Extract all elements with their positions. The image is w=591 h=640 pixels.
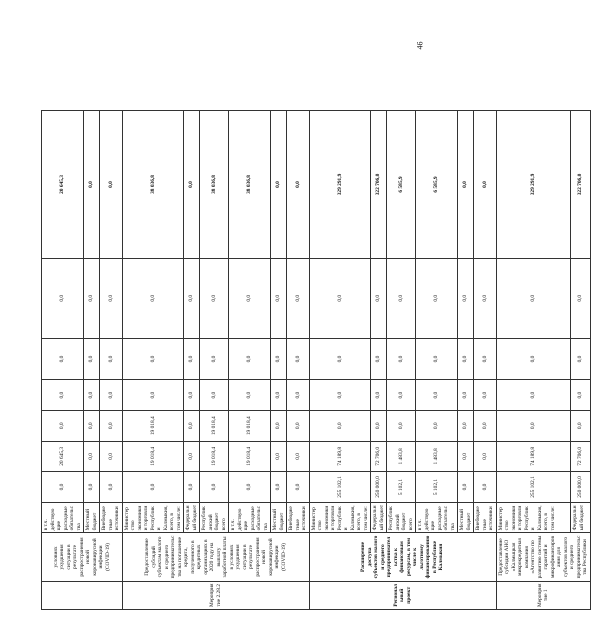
total-cell: 6 585,9 xyxy=(416,111,458,259)
value-cell: 0,0 xyxy=(122,380,184,411)
value-cell: 0,0 xyxy=(184,472,200,503)
table-row xyxy=(184,41,200,610)
value-cell: 0,0 xyxy=(287,338,310,380)
funding-source-cell: Министерство экономики и торговли Республики Калмыкия, всего, в том числе: xyxy=(122,502,184,533)
value-cell: 0,0 xyxy=(122,258,184,338)
measure-label-cell: Мероприятие 2.28.2 xyxy=(122,581,309,609)
value-cell: 0,0 xyxy=(271,258,287,338)
value-cell: 0,0 xyxy=(100,338,123,380)
value-cell: 0,0 xyxy=(496,338,571,380)
value-cell: 0,0 xyxy=(287,258,310,338)
value-cell: 0,0 xyxy=(474,338,497,380)
total-cell: 0,0 xyxy=(458,111,474,259)
value-cell: 0,0 xyxy=(100,258,123,338)
table-row xyxy=(287,41,310,610)
value-cell: 0,0 xyxy=(84,338,100,380)
value-cell: 0,0 xyxy=(496,380,571,411)
value-cell: 0,0 xyxy=(309,380,371,411)
value-cell: 72 706,0 xyxy=(371,441,387,472)
table-row xyxy=(496,41,571,610)
value-cell: 0,0 xyxy=(42,380,84,411)
funding-source-cell: Федеральный бюджет xyxy=(184,502,200,533)
value-cell: 0,0 xyxy=(287,410,310,441)
value-cell: 0,0 xyxy=(271,380,287,411)
value-cell: 0,0 xyxy=(416,410,458,441)
funding-source-cell: Федеральный бюджет xyxy=(571,502,590,533)
funding-source-cell: в т.ч. действующие расходные обязательства xyxy=(42,502,84,533)
value-cell: 250 000,0 xyxy=(371,472,387,503)
value-cell: 0,0 xyxy=(184,410,200,441)
table-row xyxy=(229,41,271,610)
funding-source-cell: Министерство экономики и торговли Республики Калмыкия, всего, в том числе: xyxy=(309,502,371,533)
funding-source-cell: Республиканский бюджет всего xyxy=(200,502,229,533)
value-cell: 0,0 xyxy=(416,380,458,411)
value-cell: 0,0 xyxy=(371,338,387,380)
value-cell: 19 018,4 xyxy=(229,441,271,472)
value-cell: 0,0 xyxy=(42,472,84,503)
value-cell: 0,0 xyxy=(309,338,371,380)
value-cell: 0,0 xyxy=(571,258,590,338)
funding-source-cell: Федеральный бюджет xyxy=(371,502,387,533)
value-cell: 0,0 xyxy=(387,410,416,441)
value-cell: 0,0 xyxy=(184,441,200,472)
value-cell: 0,0 xyxy=(100,441,123,472)
total-cell: 6 585,9 xyxy=(387,111,416,259)
value-cell: 0,0 xyxy=(229,380,271,411)
value-cell: 20 645,3 xyxy=(42,441,84,472)
page-number: 46 xyxy=(415,41,425,50)
value-cell: 0,0 xyxy=(458,410,474,441)
table-row xyxy=(100,41,123,610)
value-cell: 19 018,4 xyxy=(122,441,184,472)
value-cell: 19 018,4 xyxy=(122,410,184,441)
table-row xyxy=(371,41,387,610)
measure-label-cell: Мероприятие 1 xyxy=(496,581,590,609)
value-cell: 0,0 xyxy=(416,258,458,338)
funding-source-cell: Республиканский бюджет всего xyxy=(387,502,416,533)
value-cell: 0,0 xyxy=(458,258,474,338)
funding-source-cell: Местный бюджет xyxy=(271,502,287,533)
table-row xyxy=(571,41,590,610)
value-cell: 0,0 xyxy=(309,410,371,441)
measure-description-cell: Предоставление субсидии АНО «Калмыцкая микрокредитная компания «Агентство по развитию системы гарантий и микрофинансирования для субъектов малого и среднего предпринимательства Республики xyxy=(496,533,590,581)
funding-source-cell: Внебюджетные источники xyxy=(287,502,310,533)
measure-description-cell: Предоставление субсидий субъектам малого и среднего предпринимательства на погашение кредита, полученного в кредитных организациях в 2020 году на выплату заработной платы в условиях ухудшения ситуации в результате распространения новой коронавирусной инфекции (COVID-19) xyxy=(122,533,309,581)
total-cell: 38 036,8 xyxy=(122,111,184,259)
value-cell: 5 102,1 xyxy=(387,472,416,503)
value-cell: 0,0 xyxy=(184,338,200,380)
table-row xyxy=(84,41,100,610)
value-cell: 0,0 xyxy=(458,380,474,411)
value-cell: 0,0 xyxy=(229,258,271,338)
value-cell: 19 018,4 xyxy=(200,441,229,472)
value-cell: 0,0 xyxy=(371,258,387,338)
value-cell: 0,0 xyxy=(571,410,590,441)
table-row xyxy=(309,41,371,610)
measure-label-cell xyxy=(42,581,123,609)
value-cell: 1 483,8 xyxy=(416,441,458,472)
total-cell: 322 706,0 xyxy=(571,111,590,259)
value-cell: 0,0 xyxy=(271,472,287,503)
value-cell: 0,0 xyxy=(474,380,497,411)
value-cell: 0,0 xyxy=(84,410,100,441)
table-row xyxy=(474,41,497,610)
total-cell: 0,0 xyxy=(100,111,123,259)
value-cell: 0,0 xyxy=(200,380,229,411)
value-cell: 0,0 xyxy=(271,441,287,472)
value-cell: 0,0 xyxy=(84,258,100,338)
total-cell: 0,0 xyxy=(271,111,287,259)
value-cell: 0,0 xyxy=(287,380,310,411)
value-cell: 0,0 xyxy=(458,472,474,503)
value-cell: 74 189,8 xyxy=(496,441,571,472)
value-cell: 0,0 xyxy=(184,380,200,411)
value-cell: 0,0 xyxy=(229,472,271,503)
value-cell: 0,0 xyxy=(100,410,123,441)
total-cell: 322 706,0 xyxy=(371,111,387,259)
value-cell: 0,0 xyxy=(416,338,458,380)
funding-source-cell: в т.ч. действующие расходные обязательства xyxy=(229,502,271,533)
value-cell: 0,0 xyxy=(287,441,310,472)
value-cell: 0,0 xyxy=(571,338,590,380)
table-row xyxy=(416,41,458,610)
value-cell: 0,0 xyxy=(474,258,497,338)
value-cell: 0,0 xyxy=(474,441,497,472)
value-cell: 0,0 xyxy=(200,258,229,338)
value-cell: 0,0 xyxy=(387,380,416,411)
value-cell: 5 102,1 xyxy=(416,472,458,503)
table-row xyxy=(387,41,416,610)
value-cell: 0,0 xyxy=(200,472,229,503)
value-cell: 0,0 xyxy=(42,338,84,380)
value-cell: 72 706,0 xyxy=(571,441,590,472)
funding-source-cell: Внебюджетные источники xyxy=(474,502,497,533)
value-cell: 0,0 xyxy=(100,380,123,411)
value-cell: 19 018,4 xyxy=(229,410,271,441)
value-cell: 0,0 xyxy=(84,441,100,472)
value-cell: 0,0 xyxy=(387,338,416,380)
total-cell: 38 036,8 xyxy=(200,111,229,259)
value-cell: 0,0 xyxy=(387,258,416,338)
value-cell: 0,0 xyxy=(287,472,310,503)
value-cell: 0,0 xyxy=(496,258,571,338)
value-cell: 0,0 xyxy=(200,338,229,380)
value-cell: 0,0 xyxy=(474,410,497,441)
value-cell: 0,0 xyxy=(100,472,123,503)
total-cell: 0,0 xyxy=(84,111,100,259)
total-cell: 0,0 xyxy=(287,111,310,259)
value-cell: 0,0 xyxy=(122,338,184,380)
value-cell: 0,0 xyxy=(458,338,474,380)
value-cell: 0,0 xyxy=(122,472,184,503)
value-cell: 0,0 xyxy=(371,410,387,441)
value-cell: 74 189,8 xyxy=(309,441,371,472)
value-cell: 0,0 xyxy=(42,410,84,441)
value-cell: 0,0 xyxy=(271,410,287,441)
funding-source-cell: в т.ч. действующие расходные обязательства xyxy=(416,502,458,533)
value-cell: 0,0 xyxy=(458,441,474,472)
value-cell: 0,0 xyxy=(371,380,387,411)
total-cell: 329 291,9 xyxy=(496,111,571,259)
funding-source-cell: Министерство экономики и торговли Республики Калмыкия, всего, в том числе: xyxy=(496,502,571,533)
table-row xyxy=(271,41,287,610)
measure-description-cell: условиях ухудшения ситуации в результате распространения новой коронавирусной инфекции (COVID-19) xyxy=(42,533,123,581)
table-row xyxy=(42,41,84,610)
value-cell: 0,0 xyxy=(571,380,590,411)
value-cell: 255 102,1 xyxy=(309,472,371,503)
total-cell: 20 645,3 xyxy=(42,111,84,259)
budget-table xyxy=(41,40,591,610)
total-cell: 0,0 xyxy=(184,111,200,259)
value-cell: 0,0 xyxy=(229,338,271,380)
value-cell: 255 102,1 xyxy=(496,472,571,503)
value-cell: 0,0 xyxy=(474,472,497,503)
funding-source-cell: Местный бюджет xyxy=(84,502,100,533)
value-cell: 0,0 xyxy=(184,258,200,338)
value-cell: 1 483,8 xyxy=(387,441,416,472)
value-cell: 0,0 xyxy=(84,380,100,411)
value-cell: 19 018,4 xyxy=(200,410,229,441)
table-row xyxy=(458,41,474,610)
value-cell: 0,0 xyxy=(309,258,371,338)
table-row xyxy=(122,41,184,610)
value-cell: 0,0 xyxy=(496,410,571,441)
total-cell: 329 291,9 xyxy=(309,111,371,259)
measure-label-cell: Региональный проект xyxy=(309,581,496,609)
value-cell: 250 000,0 xyxy=(571,472,590,503)
funding-source-cell: Местный бюджет xyxy=(458,502,474,533)
funding-source-cell: Внебюджетные источники xyxy=(100,502,123,533)
value-cell: 0,0 xyxy=(84,472,100,503)
total-cell: 38 036,8 xyxy=(229,111,271,259)
measure-description-cell: Расширение доступа субъектов малого и среднего предпринимательства к финансовым ресурсам, в том числе к льготному финансированию в Республике Калмыкия xyxy=(309,533,496,581)
value-cell: 0,0 xyxy=(42,258,84,338)
value-cell: 0,0 xyxy=(271,338,287,380)
table-row xyxy=(200,41,229,610)
total-cell: 0,0 xyxy=(474,111,497,259)
budget-table-body xyxy=(42,41,591,610)
